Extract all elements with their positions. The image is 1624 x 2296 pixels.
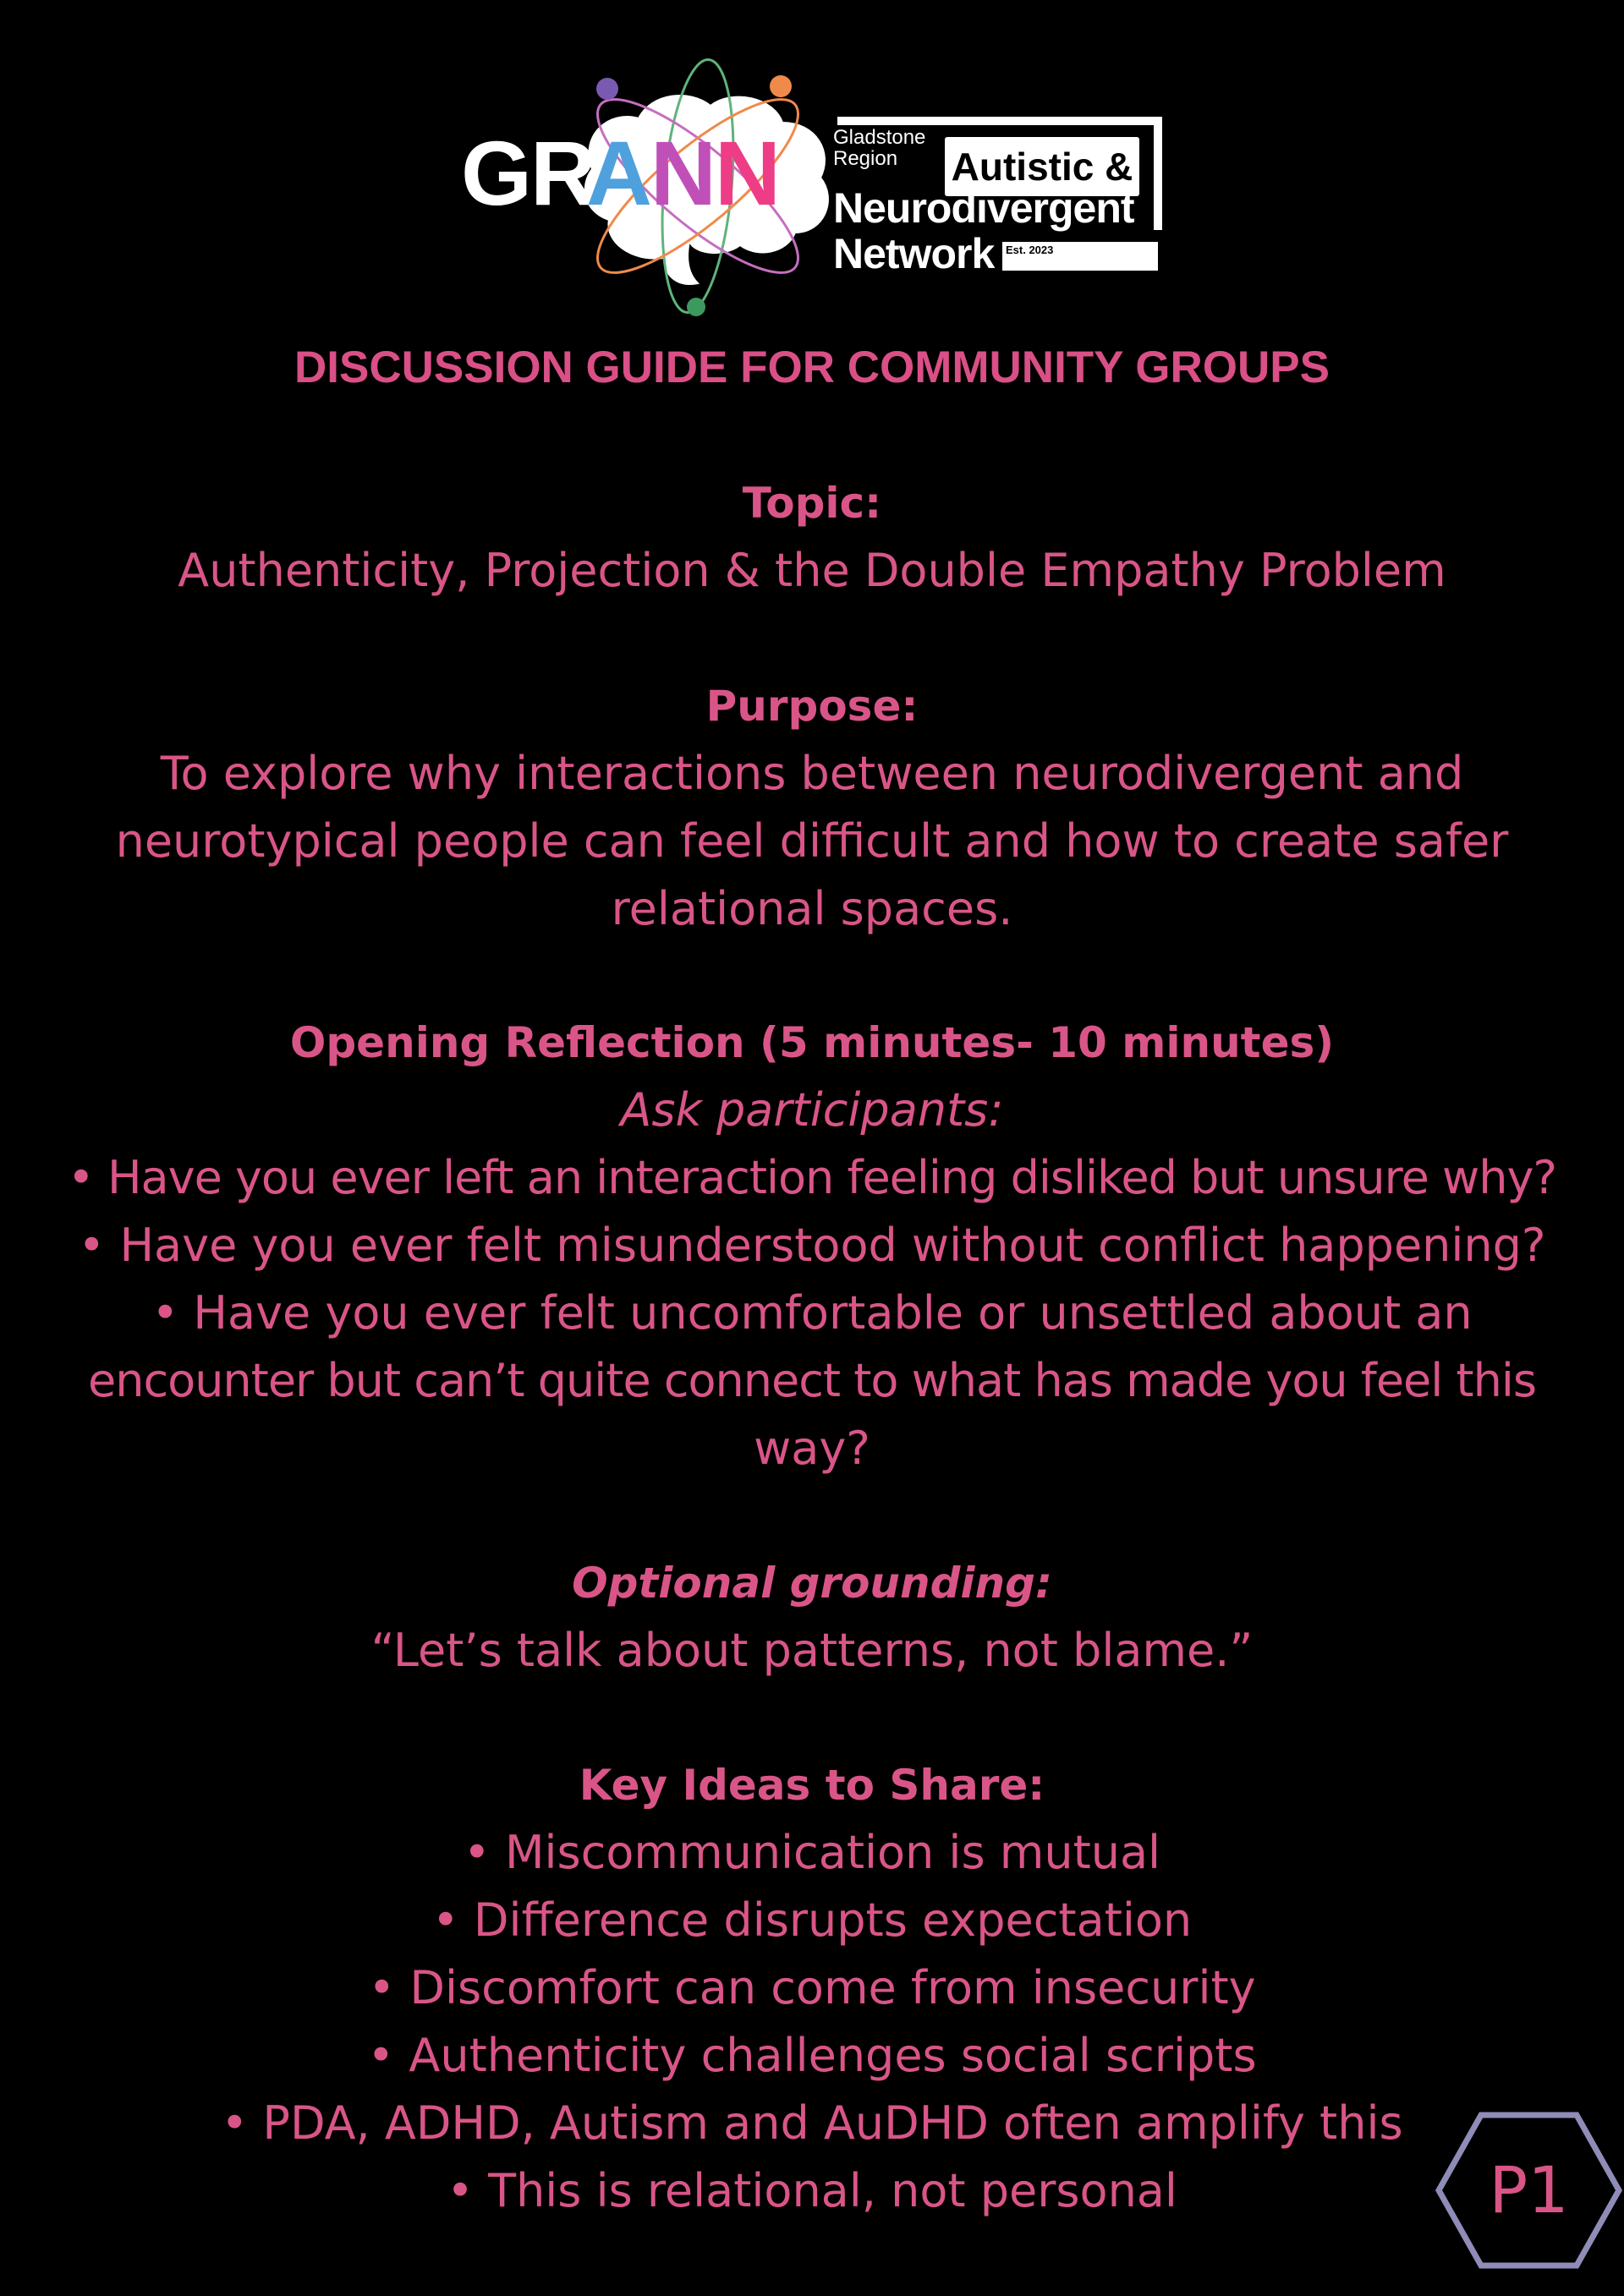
topic-text: Authenticity, Projection & the Double Empathy Problem xyxy=(178,544,1446,597)
logo-neurodivergent-text: Neurodivergent xyxy=(833,184,1134,232)
logo-inc-text: Inc. xyxy=(781,191,802,205)
key-idea-item: • Difference disrupts expectation xyxy=(431,1893,1193,1947)
purpose-line: neurotypical people can feel difficult and how to create safer xyxy=(115,814,1509,868)
key-idea-item: • This is relational, not personal xyxy=(447,2164,1177,2217)
purpose-line: relational spaces. xyxy=(611,882,1013,935)
logo-est-text: Est. 2023 xyxy=(1006,244,1054,256)
logo-ann-text: ANN xyxy=(586,122,779,224)
opening-question: • Have you ever felt uncomfortable or unsettled about an xyxy=(151,1286,1473,1340)
opening-heading: Opening Reflection (5 minutes- 10 minutes) xyxy=(289,1018,1335,1067)
key-idea-item: • Miscommunication is mutual xyxy=(463,1826,1161,1879)
key-idea-item: • Discomfort can come from insecurity xyxy=(368,1961,1256,2014)
opening-question: • Have you ever felt misunderstood without conflict happening? xyxy=(78,1219,1546,1272)
grounding-quote: “Let’s talk about patterns, not blame.” xyxy=(370,1624,1254,1677)
page-number-badge xyxy=(1434,2110,1624,2271)
opening-prompt: Ask participants: xyxy=(620,1083,1004,1137)
opening-question: encounter but can’t quite connect to what has made you feel this xyxy=(88,1354,1536,1407)
purpose-heading: Purpose: xyxy=(705,682,919,731)
page-title: DISCUSSION GUIDE FOR COMMUNITY GROUPS xyxy=(294,342,1330,392)
topic-heading: Topic: xyxy=(742,479,882,528)
logo-network-text: Network xyxy=(833,230,995,277)
page-number-label: P1 xyxy=(1489,2152,1569,2228)
key-ideas-heading: Key Ideas to Share: xyxy=(579,1761,1045,1810)
logo-region-text: Gladstone Region xyxy=(833,126,926,170)
grounding-heading: Optional grounding: xyxy=(572,1559,1052,1608)
grann-logo xyxy=(461,42,1180,330)
opening-question: • Have you ever left an interaction feeling disliked but unsure why? xyxy=(67,1151,1557,1204)
purpose-line: To explore why interactions between neurodivergent and xyxy=(160,747,1464,800)
logo-gr-text: GR xyxy=(461,122,595,224)
logo-autistic-text: Autistic & xyxy=(945,137,1139,196)
key-idea-item: • Authenticity challenges social scripts xyxy=(367,2029,1257,2082)
opening-question: way? xyxy=(754,1422,870,1475)
key-idea-item: • PDA, ADHD, Autism and AuDHD often amplify this xyxy=(221,2096,1403,2150)
